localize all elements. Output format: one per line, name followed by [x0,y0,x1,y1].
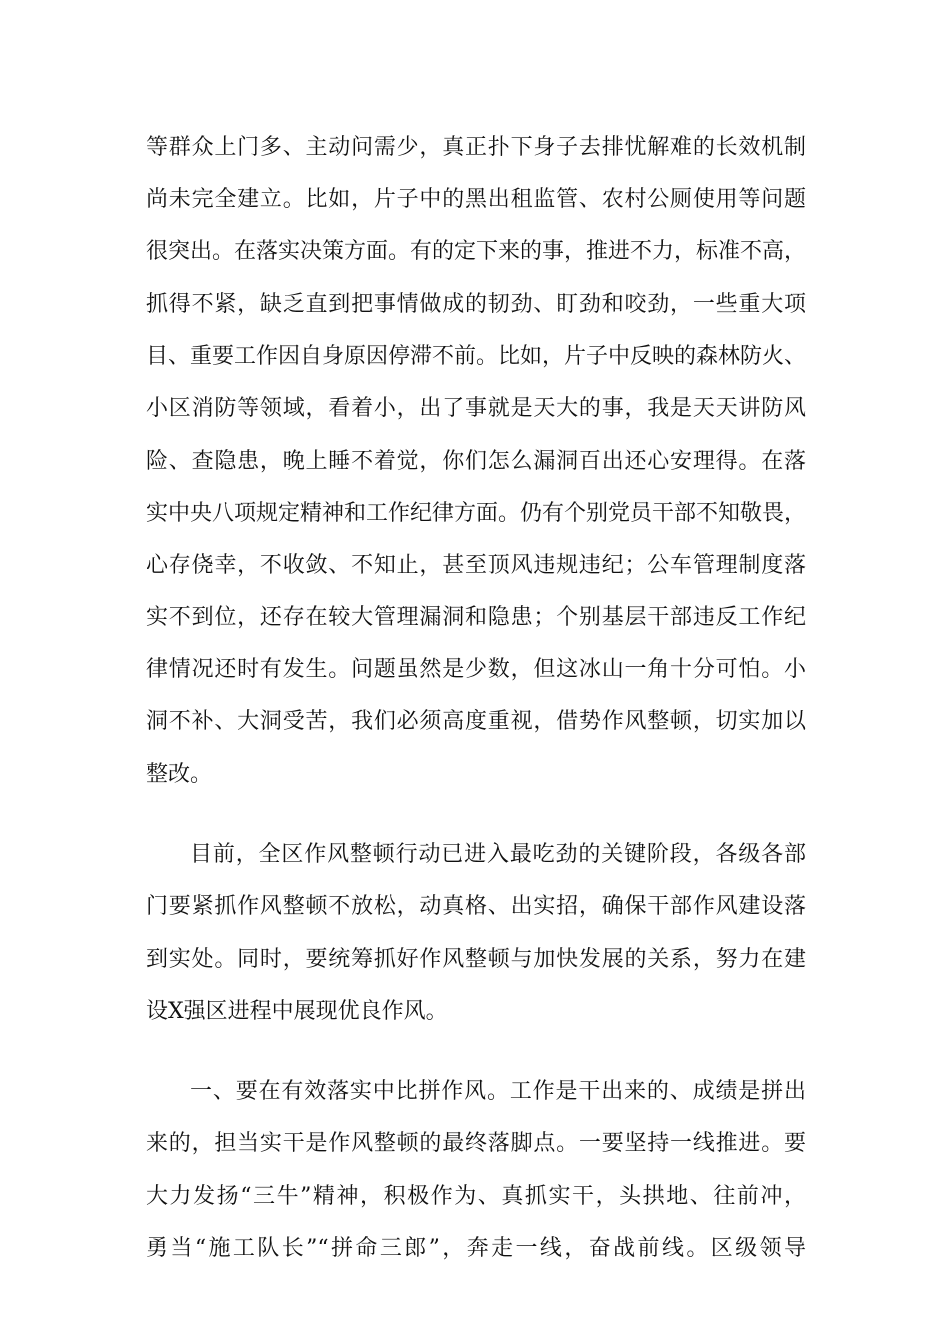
text-line: 等群众上门多、主动问需少，真正扑下身子去排忧解难的长效机制 [146,135,806,160]
text-line: 整改。 [146,762,213,787]
text-line: 大力发扬“三牛”精神，积极作为、真抓实干，头拱地、往前冲， [146,1184,806,1209]
text-line: 尚未完全建立。比如，片子中的黑出租监管、农村公厕使用等问题 [146,187,806,212]
text-line: 心存侥幸，不收敛、不知止，甚至顶风违规违纪；公车管理制度落 [146,553,806,578]
text-line: 险、查隐患，晚上睡不着觉，你们怎么漏洞百出还心安理得。在落 [146,449,806,474]
text-line: 抓得不紧，缺乏直到把事情做成的韧劲、盯劲和咬劲，一些重大项 [146,292,806,317]
text-line: 一、要在有效落实中比拼作风。工作是干出来的、成绩是拼出 [190,1079,806,1104]
text-line: 设X强区进程中展现优良作风。 [146,999,448,1024]
text-line: 实中央八项规定精神和工作纪律方面。仍有个别党员干部不知敬畏， [146,501,807,526]
text-line: 律情况还时有发生。问题虽然是少数，但这冰山一角十分可怕。小 [146,657,806,682]
text-line: 目前，全区作风整顿行动已进入最吃劲的关键阶段，各级各部 [190,842,806,867]
text-line: 实不到位，还存在较大管理漏洞和隐患；个别基层干部违反工作纪 [146,605,806,630]
text-line: 很突出。在落实决策方面。有的定下来的事，推进不力，标准不高， [146,239,807,264]
text-line: 小区消防等领域，看着小，出了事就是天大的事，我是天天讲防风 [146,396,806,421]
text-line: 目、重要工作因自身原因停滞不前。比如，片子中反映的森林防火、 [146,344,807,369]
text-line: 洞不补、大洞受苦，我们必须高度重视，借势作风整顿，切实加以 [146,709,806,734]
text-line: 门要紧抓作风整顿不放松，动真格、出实招，确保干部作风建设落 [146,894,806,919]
text-line: 到实处。同时，要统筹抓好作风整顿与加快发展的关系，努力在建 [146,947,806,972]
text-line: 来的，担当实干是作风整顿的最终落脚点。一要坚持一线推进。要 [146,1131,806,1156]
text-line: 勇当“施工队长”“拼命三郎”，奔走一线，奋战前线。区级领导 [146,1236,806,1261]
